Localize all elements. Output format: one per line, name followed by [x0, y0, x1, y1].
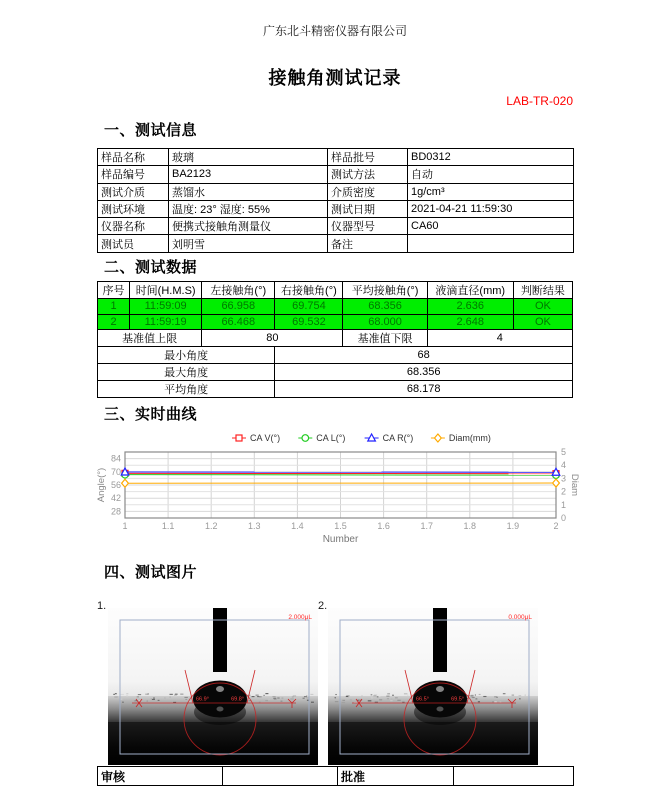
svg-text:42: 42	[110, 493, 121, 504]
info-label: 测试介质	[98, 183, 169, 200]
info-value: 自动	[408, 166, 574, 183]
stat-row	[98, 347, 573, 364]
section-heading-test-info: 一、测试信息	[104, 122, 198, 139]
data-cell: 69.754	[275, 299, 343, 315]
doc-number: LAB-TR-020	[506, 94, 573, 108]
svg-text:1.9: 1.9	[506, 521, 520, 531]
info-value: 刘明雪	[169, 235, 328, 252]
col-header-time: 时间(H.M.S)	[130, 282, 202, 299]
limits-row	[98, 330, 573, 347]
svg-text:CA V(°): CA V(°)	[250, 433, 281, 443]
svg-text:1: 1	[122, 521, 128, 531]
info-row	[98, 166, 574, 183]
info-label: 测试日期	[328, 200, 408, 217]
svg-text:66.5°: 66.5°	[416, 696, 429, 703]
review-signature-cell	[223, 767, 338, 786]
approve-label: 批准	[338, 767, 454, 786]
approve-signature-cell	[454, 767, 574, 786]
info-label: 备注	[328, 235, 408, 252]
info-value: BD0312	[408, 149, 574, 166]
doc-title: 接触角测试记录	[268, 68, 402, 88]
limit-lower-label: 基准值下限	[343, 330, 427, 347]
info-label: 样品编号	[98, 166, 169, 183]
test-image-1	[108, 608, 318, 765]
svg-text:CA L(°): CA L(°)	[316, 433, 346, 443]
svg-text:0: 0	[561, 513, 567, 523]
svg-text:Diam: Diam	[569, 473, 580, 497]
svg-text:Angle(°): Angle(°)	[96, 467, 107, 503]
stat-value: 68	[275, 347, 573, 364]
data-cell: 11:59:09	[130, 299, 202, 315]
svg-text:28: 28	[110, 506, 121, 517]
svg-text:69.8°: 69.8°	[231, 696, 244, 703]
stat-row	[98, 364, 573, 381]
test-image-label-2: 2.	[318, 600, 328, 612]
info-value: 便携式接触角测量仪	[169, 218, 328, 235]
info-label: 仪器型号	[328, 218, 408, 235]
stat-label: 最小角度	[98, 347, 275, 364]
info-label: 样品名称	[98, 149, 169, 166]
data-cell: 66.468	[202, 314, 275, 330]
stat-label: 平均角度	[98, 381, 275, 398]
col-header-result: 判断结果	[513, 282, 572, 299]
info-value: 2021-04-21 11:59:30	[408, 200, 574, 217]
col-header-index: 序号	[98, 282, 130, 299]
info-value: 温度: 23° 湿度: 55%	[169, 200, 328, 217]
svg-text:56: 56	[110, 480, 121, 490]
data-cell: 68.356	[343, 299, 427, 315]
svg-text:5: 5	[561, 447, 567, 457]
data-row	[98, 299, 573, 315]
realtime-chart	[0, 428, 670, 550]
data-cell: 69.532	[275, 314, 343, 330]
info-label: 测试环境	[98, 200, 169, 217]
test-data-table	[97, 281, 573, 398]
col-header-avg-angle: 平均接触角(°)	[343, 282, 427, 299]
svg-text:0.000μL: 0.000μL	[508, 614, 532, 621]
info-label: 测试方法	[328, 166, 408, 183]
info-row	[98, 149, 574, 166]
svg-text:3: 3	[561, 473, 567, 484]
data-cell: 2	[98, 314, 130, 330]
data-cell: 2.648	[427, 314, 513, 330]
svg-text:2: 2	[561, 486, 567, 497]
svg-text:1.1: 1.1	[161, 521, 175, 531]
stat-row	[98, 381, 573, 398]
info-row	[98, 183, 574, 200]
svg-text:70: 70	[110, 466, 121, 477]
info-value: 1g/cm³	[408, 183, 574, 200]
signoff-table	[97, 766, 574, 786]
col-header-left-angle: 左接触角(°)	[202, 282, 275, 299]
info-label: 测试员	[98, 235, 169, 252]
svg-text:2: 2	[553, 521, 559, 531]
svg-text:1.6: 1.6	[377, 521, 390, 531]
svg-text:2.000μL: 2.000μL	[288, 614, 312, 621]
info-label: 样品批号	[328, 149, 408, 166]
svg-text:Number: Number	[322, 534, 359, 545]
stat-label: 最大角度	[98, 364, 275, 381]
svg-text:1.2: 1.2	[204, 521, 218, 531]
svg-text:1: 1	[561, 499, 567, 510]
svg-text:1.4: 1.4	[291, 521, 304, 531]
data-cell: 66.958	[202, 299, 275, 315]
info-label: 介质密度	[328, 183, 408, 200]
test-info-table	[97, 148, 574, 253]
svg-text:69.5°: 69.5°	[451, 696, 464, 703]
data-row	[98, 314, 573, 330]
svg-text:CA R(°): CA R(°)	[382, 433, 414, 443]
info-value: CA60	[408, 218, 574, 235]
svg-text:Diam(mm): Diam(mm)	[448, 433, 491, 443]
svg-text:84: 84	[110, 453, 121, 464]
info-value: BA2123	[169, 166, 328, 183]
svg-text:1.7: 1.7	[420, 521, 433, 531]
data-cell: 11:59:19	[130, 314, 202, 330]
stat-value: 68.178	[275, 381, 573, 398]
section-heading-test-images: 四、测试图片	[104, 564, 198, 581]
info-row	[98, 218, 574, 235]
svg-text:4: 4	[561, 460, 567, 471]
data-cell: 1	[98, 299, 130, 315]
data-cell: 68.000	[343, 314, 427, 330]
signoff-row	[98, 767, 574, 786]
test-image-2	[328, 608, 538, 765]
info-value	[408, 235, 574, 252]
svg-text:66.9°: 66.9°	[196, 696, 209, 703]
limit-upper-value: 80	[202, 330, 343, 347]
result-badge: OK	[513, 299, 572, 315]
info-value: 玻璃	[169, 149, 328, 166]
info-label: 仪器名称	[98, 218, 169, 235]
svg-text:1.3: 1.3	[248, 521, 261, 531]
limit-upper-label: 基准值上限	[98, 330, 202, 347]
result-badge: OK	[513, 314, 572, 330]
data-header-row	[98, 282, 573, 299]
section-heading-test-data: 二、测试数据	[104, 259, 198, 276]
info-value: 蒸馏水	[169, 183, 328, 200]
svg-text:1.8: 1.8	[463, 521, 477, 531]
info-row	[98, 235, 574, 252]
test-image-label-1: 1.	[97, 600, 107, 612]
col-header-diameter: 液滴直径(mm)	[427, 282, 513, 299]
limit-lower-value: 4	[427, 330, 572, 347]
review-label: 审核	[98, 767, 223, 786]
data-cell: 2.636	[427, 299, 513, 315]
company-name: 广东北斗精密仪器有限公司	[262, 24, 407, 38]
section-heading-realtime-curve: 三、实时曲线	[104, 406, 198, 423]
svg-text:1.5: 1.5	[334, 521, 347, 531]
info-row	[98, 200, 574, 217]
col-header-right-angle: 右接触角(°)	[275, 282, 343, 299]
stat-value: 68.356	[275, 364, 573, 381]
